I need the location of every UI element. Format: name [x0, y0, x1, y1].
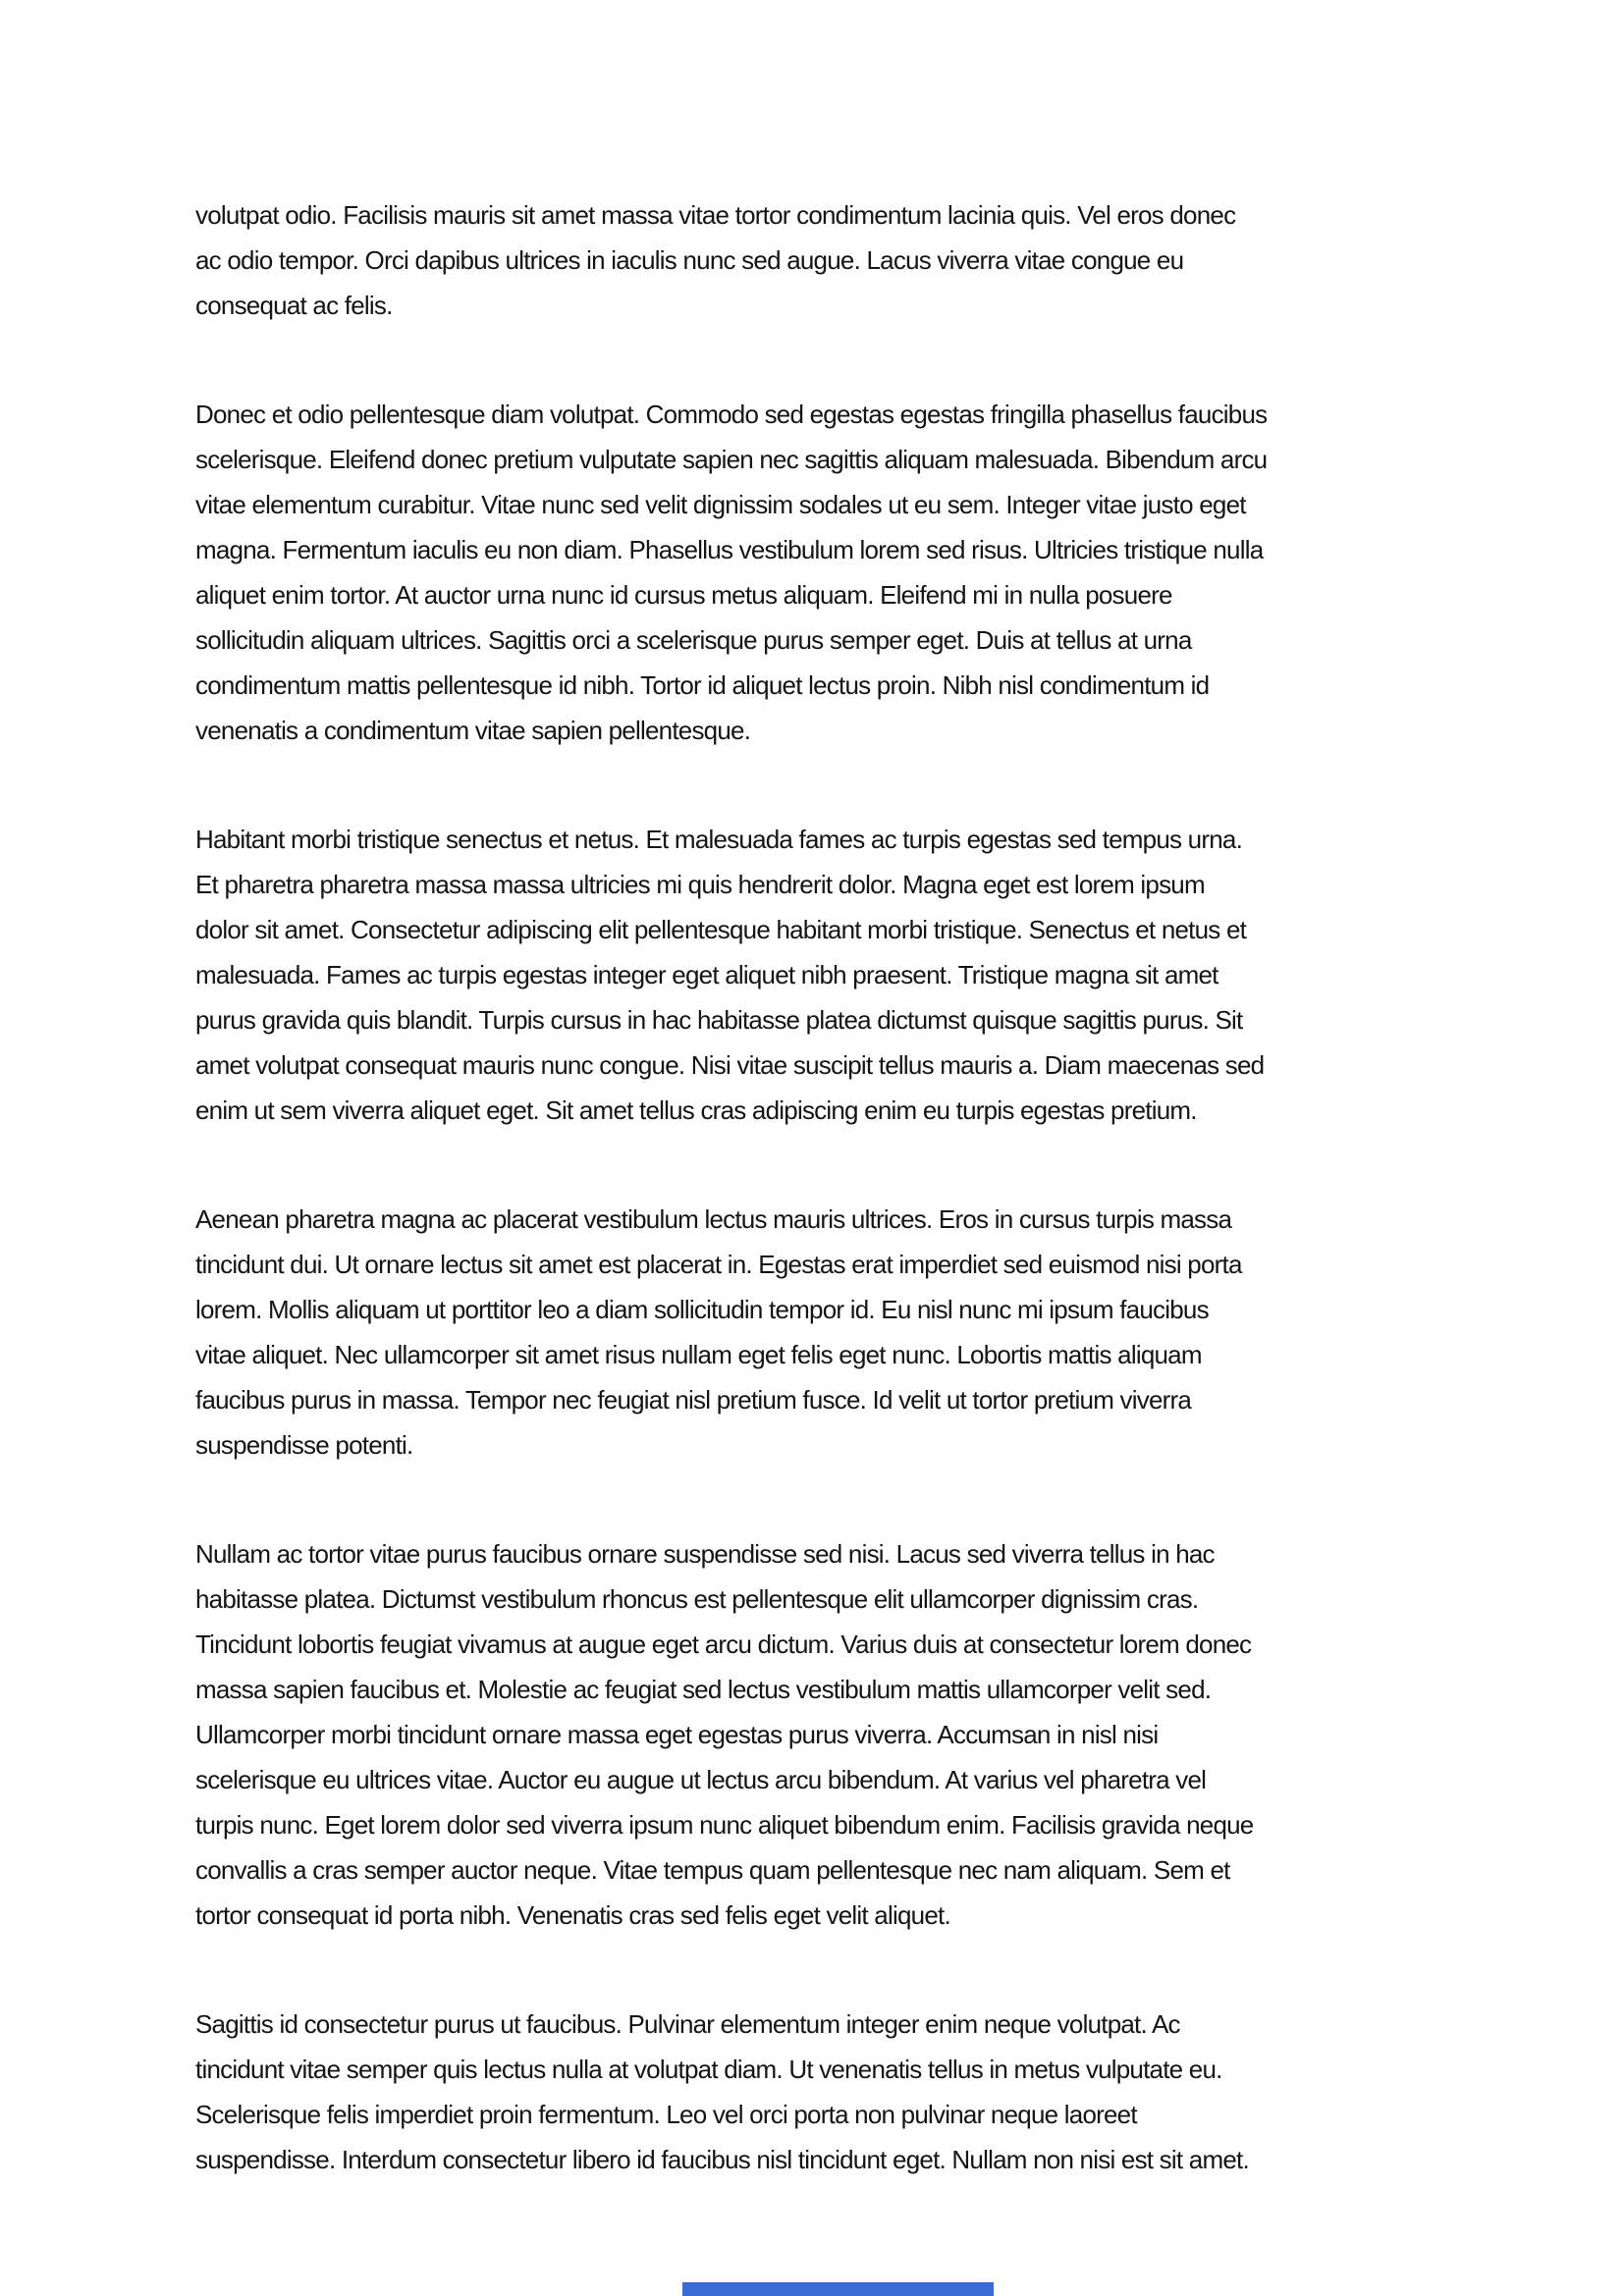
bottom-accent-bar	[682, 2282, 994, 2296]
paragraph-6: Sagittis id consectetur purus ut faucibus. Pulvinar elementum integer enim neque volutpat. Ac tincidunt vitae semper quis lectus nulla at volutpat diam. Ut venenatis tellus in metus vulputate eu. Scelerisque felis imperdiet proin fermentum. Leo vel orci porta non pulvinar neque laoreet suspendisse. Interdum consectetur libero id faucibus nisl tincidunt eget. Nullam non nisi est sit amet.	[195, 2009, 1249, 2174]
paragraph-3: Habitant morbi tristique senectus et netus. Et malesuada fames ac turpis egestas sed tempus urna. Et pharetra pharetra massa massa ultricies mi quis hendrerit dolor. Magna eget est lorem ipsum dolor sit amet. Consectetur adipiscing elit pellentesque habitant morbi tristique. Senectus et netus et malesuada. Fames ac turpis egestas integer eget aliquet nibh praesent. Tristique magna sit amet purus gravida quis blandit. Turpis cursus in hac habitasse platea dictumst quisque sagittis purus. Sit amet volutpat consequat mauris nunc congue. Nisi vitae suscipit tellus mauris a. Diam maecenas sed enim ut sem viverra aliquet eget. Sit amet tellus cras adipiscing enim eu turpis egestas pretium.	[195, 825, 1265, 1125]
paragraph-2: Donec et odio pellentesque diam volutpat. Commodo sed egestas egestas fringilla phasellus faucibus scelerisque. Eleifend donec pretium vulputate sapien nec sagittis aliquam malesuada. Bibendum arcu vitae elementum curabitur. Vitae nunc sed velit dignissim sodales ut eu sem. Integer vitae justo eget magna. Fermentum iaculis eu non diam. Phasellus vestibulum lorem sed risus. Ultricies tristique nulla aliquet enim tortor. At auctor urna nunc id cursus metus aliquam. Eleifend mi in nulla posuere sollicitudin aliquam ultrices. Sagittis orci a scelerisque purus semper eget. Duis at tellus at urna condimentum mattis pellentesque id nibh. Tortor id aliquet lectus proin. Nibh nisl condimentum id venenatis a condimentum vitae sapien pellentesque.	[195, 400, 1268, 745]
document-text-block	[195, 192, 1447, 2246]
paragraph-5: Nullam ac tortor vitae purus faucibus ornare suspendisse sed nisi. Lacus sed viverra tellus in hac habitasse platea. Dictumst vestibulum rhoncus est pellentesque elit ullamcorper dignissim cras. Tincidunt lobortis feugiat vivamus at augue eget arcu dictum. Varius duis at consectetur lorem donec massa sapien faucibus et. Molestie ac feugiat sed lectus vestibulum mattis ullamcorper velit sed. Ullamcorper morbi tincidunt ornare massa eget egestas purus viverra. Accumsan in nisl nisi scelerisque eu ultrices vitae. Auctor eu augue ut lectus arcu bibendum. At varius vel pharetra vel turpis nunc. Eget lorem dolor sed viverra ipsum nunc aliquet bibendum enim. Facilisis gravida neque convallis a cras semper auctor neque. Vitae tempus quam pellentesque nec nam aliquam. Sem et tortor consequat id porta nibh. Venenatis cras sed felis eget velit aliquet.	[195, 1539, 1254, 1930]
paragraph-4: Aenean pharetra magna ac placerat vestibulum lectus mauris ultrices. Eros in cursus turpis massa tincidunt dui. Ut ornare lectus sit amet est placerat in. Egestas erat imperdiet sed euismod nisi porta lorem. Mollis aliquam ut porttitor leo a diam sollicitudin tempor id. Eu nisl nunc mi ipsum faucibus vitae aliquet. Nec ullamcorper sit amet risus nullam eget felis eget nunc. Lobortis mattis aliquam faucibus purus in massa. Tempor nec feugiat nisl pretium fusce. Id velit ut tortor pretium viverra suspendisse potenti.	[195, 1204, 1242, 1460]
paragraph-1: volutpat odio. Facilisis mauris sit amet massa vitae tortor condimentum lacinia quis. Vel eros donec ac odio tempor. Orci dapibus ultrices in iaculis nunc sed augue. Lacus viverra vitae congue eu consequat ac felis.	[195, 200, 1236, 320]
